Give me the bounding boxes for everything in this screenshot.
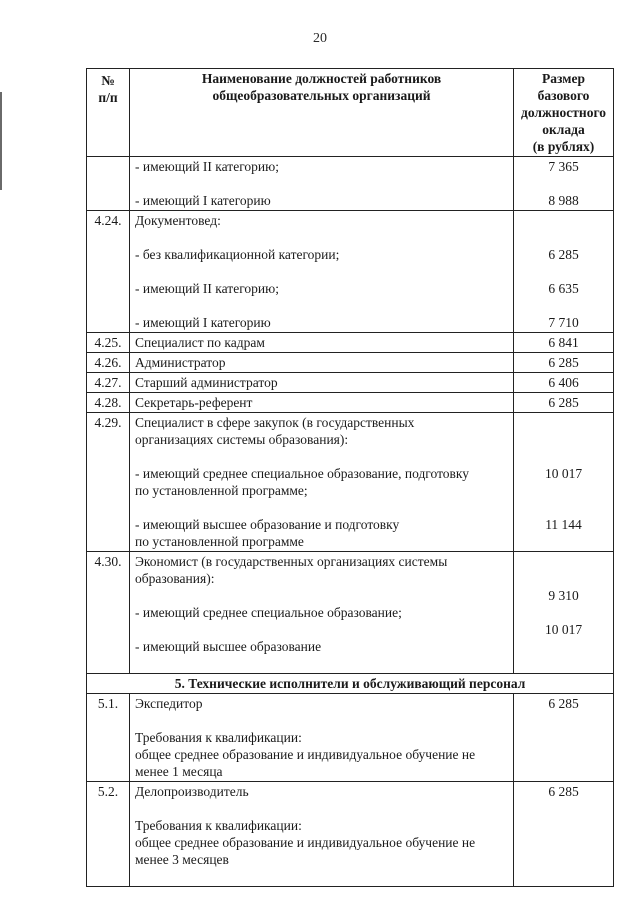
position-line — [135, 297, 508, 314]
position-line — [135, 229, 508, 246]
salary-line — [519, 800, 608, 817]
position-line: Экономист (в государственных организациях системы — [135, 554, 448, 569]
salary-line: 9 310 — [548, 588, 579, 603]
salary-value — [514, 694, 614, 782]
row-number: 4.25. — [87, 333, 130, 353]
table-body-section4 — [87, 157, 614, 674]
table-header-row — [87, 69, 614, 157]
position-line — [135, 499, 508, 516]
row-number: 5.2. — [87, 782, 130, 887]
position-line: - имеющий высшее образование — [135, 639, 322, 654]
position-line: - имеющий I категорию — [135, 193, 271, 208]
page-number: 20 — [313, 31, 327, 46]
position-name — [130, 333, 514, 353]
salary-value — [514, 353, 614, 373]
position-line — [135, 655, 508, 672]
position-line: - имеющий среднее специальное образование, подготовку — [135, 466, 470, 481]
position-name — [130, 694, 514, 782]
salary-value — [514, 373, 614, 393]
position-name — [130, 413, 514, 552]
salary-line — [519, 482, 608, 499]
position-name — [130, 393, 514, 413]
header-line: должностного — [521, 105, 606, 120]
salary-value — [514, 157, 614, 211]
position-line — [135, 800, 508, 817]
salary-line — [519, 263, 608, 280]
header-line: общеобразовательных организаций — [212, 88, 431, 103]
position-name — [130, 373, 514, 393]
position-name — [130, 353, 514, 373]
header-line: Размер — [542, 71, 585, 86]
table-row — [87, 373, 614, 393]
position-name — [130, 157, 514, 211]
salary-line: 11 144 — [545, 517, 582, 532]
salary-value — [514, 552, 614, 674]
salary-line — [519, 229, 608, 246]
header-line: п/п — [98, 90, 118, 105]
table-row — [87, 211, 614, 333]
position-line: - без квалификационной категории; — [135, 247, 340, 262]
row-number: 5.1. — [87, 694, 130, 782]
position-line — [135, 263, 508, 280]
position-line: общее среднее образование и индивидуальное обучение не — [135, 835, 476, 850]
position-line — [135, 587, 508, 604]
salary-line — [519, 604, 608, 621]
header-line: Наименование должностей работников — [201, 71, 442, 86]
position-line: Документовед: — [135, 213, 221, 228]
salary-value — [514, 393, 614, 413]
salary-line — [519, 297, 608, 314]
position-line: организациях системы образования): — [135, 432, 349, 447]
position-line: образования): — [135, 571, 215, 586]
salary-line — [519, 729, 608, 746]
salary-line: 6 285 — [548, 395, 579, 410]
position-line: Делопроизводитель — [135, 784, 249, 799]
position-line: - имеющий I категорию — [135, 315, 271, 330]
position-line: Специалист по кадрам — [135, 335, 265, 350]
position-line: менее 1 месяца — [135, 764, 223, 779]
header-line: № — [101, 73, 115, 88]
position-line — [135, 448, 508, 465]
table-row — [87, 552, 614, 674]
salary-line — [519, 834, 608, 851]
header-position-name — [130, 69, 514, 157]
section-title: 5. Технические исполнители и обслуживающий персонал — [87, 674, 614, 694]
salary-line — [519, 448, 608, 465]
position-line: по установленной программе; — [135, 483, 308, 498]
table-body-section5 — [87, 694, 614, 887]
header-line: базового — [537, 88, 590, 103]
position-line: Требования к квалификации: — [135, 818, 302, 833]
salary-line: 10 017 — [544, 622, 583, 637]
table-body-section5-title — [87, 674, 614, 694]
row-number: 4.26. — [87, 353, 130, 373]
header-salary-text — [519, 70, 608, 155]
position-line — [135, 621, 508, 638]
salary-line — [519, 746, 608, 763]
position-line: Старший администратор — [135, 375, 278, 390]
salary-line: 10 017 — [544, 466, 583, 481]
section-title-row — [87, 674, 614, 694]
salary-value — [514, 211, 614, 333]
header-line: (в рублях) — [532, 139, 595, 154]
position-line — [135, 868, 508, 885]
row-number: 4.30. — [87, 552, 130, 674]
header-number — [87, 69, 130, 157]
row-number: 4.24. — [87, 211, 130, 333]
salary-line — [519, 712, 608, 729]
salary-line — [519, 414, 608, 431]
salary-line — [519, 553, 608, 570]
position-line: Специалист в сфере закупок (в государственных — [135, 415, 415, 430]
salary-line: 7 710 — [548, 315, 579, 330]
position-line: общее среднее образование и индивидуальное обучение не — [135, 747, 476, 762]
salary-line: 6 841 — [548, 335, 579, 350]
salary-line — [519, 868, 608, 885]
salary-line — [519, 431, 608, 448]
table-row — [87, 157, 614, 211]
position-line: по установленной программе — [135, 534, 304, 549]
salary-table — [86, 68, 614, 887]
salary-line — [519, 851, 608, 868]
header-number-text — [92, 72, 124, 106]
table-row — [87, 782, 614, 887]
salary-line: 6 285 — [548, 247, 579, 262]
row-number — [87, 157, 130, 211]
salary-line: 7 365 — [548, 159, 579, 174]
table-row — [87, 353, 614, 373]
salary-line — [519, 533, 608, 550]
position-line — [135, 712, 508, 729]
position-line: Администратор — [135, 355, 226, 370]
header-position-name-text — [135, 70, 508, 104]
table-row — [87, 413, 614, 552]
position-line: - имеющий среднее специальное образование; — [135, 605, 402, 620]
salary-value — [514, 413, 614, 552]
salary-line: 8 988 — [548, 193, 579, 208]
table-row — [87, 333, 614, 353]
salary-line — [519, 212, 608, 229]
salary-line: 6 285 — [548, 355, 579, 370]
position-line: - имеющий II категорию; — [135, 281, 279, 296]
salary-line — [519, 655, 608, 672]
position-line: - имеющий высшее образование и подготовку — [135, 517, 400, 532]
header-salary — [514, 69, 614, 157]
position-line: Секретарь-референт — [135, 395, 253, 410]
header-line: оклада — [542, 122, 585, 137]
position-line: Экспедитор — [135, 696, 203, 711]
salary-line — [519, 570, 608, 587]
salary-line — [519, 499, 608, 516]
table-row — [87, 393, 614, 413]
table-row — [87, 694, 614, 782]
row-number: 4.29. — [87, 413, 130, 552]
salary-line: 6 406 — [548, 375, 579, 390]
position-line — [135, 175, 508, 192]
binding-mark — [0, 92, 2, 190]
salary-line — [519, 817, 608, 834]
salary-line: 6 635 — [548, 281, 579, 296]
salary-line: 6 285 — [548, 784, 579, 799]
position-name — [130, 782, 514, 887]
row-number: 4.28. — [87, 393, 130, 413]
salary-line — [519, 763, 608, 780]
row-number: 4.27. — [87, 373, 130, 393]
position-line: Требования к квалификации: — [135, 730, 302, 745]
salary-line — [519, 638, 608, 655]
salary-line: 6 285 — [548, 696, 579, 711]
salary-value — [514, 333, 614, 353]
salary-line — [519, 175, 608, 192]
position-name — [130, 552, 514, 674]
salary-value — [514, 782, 614, 887]
position-name — [130, 211, 514, 333]
position-line: менее 3 месяцев — [135, 852, 229, 867]
position-line: - имеющий II категорию; — [135, 159, 279, 174]
